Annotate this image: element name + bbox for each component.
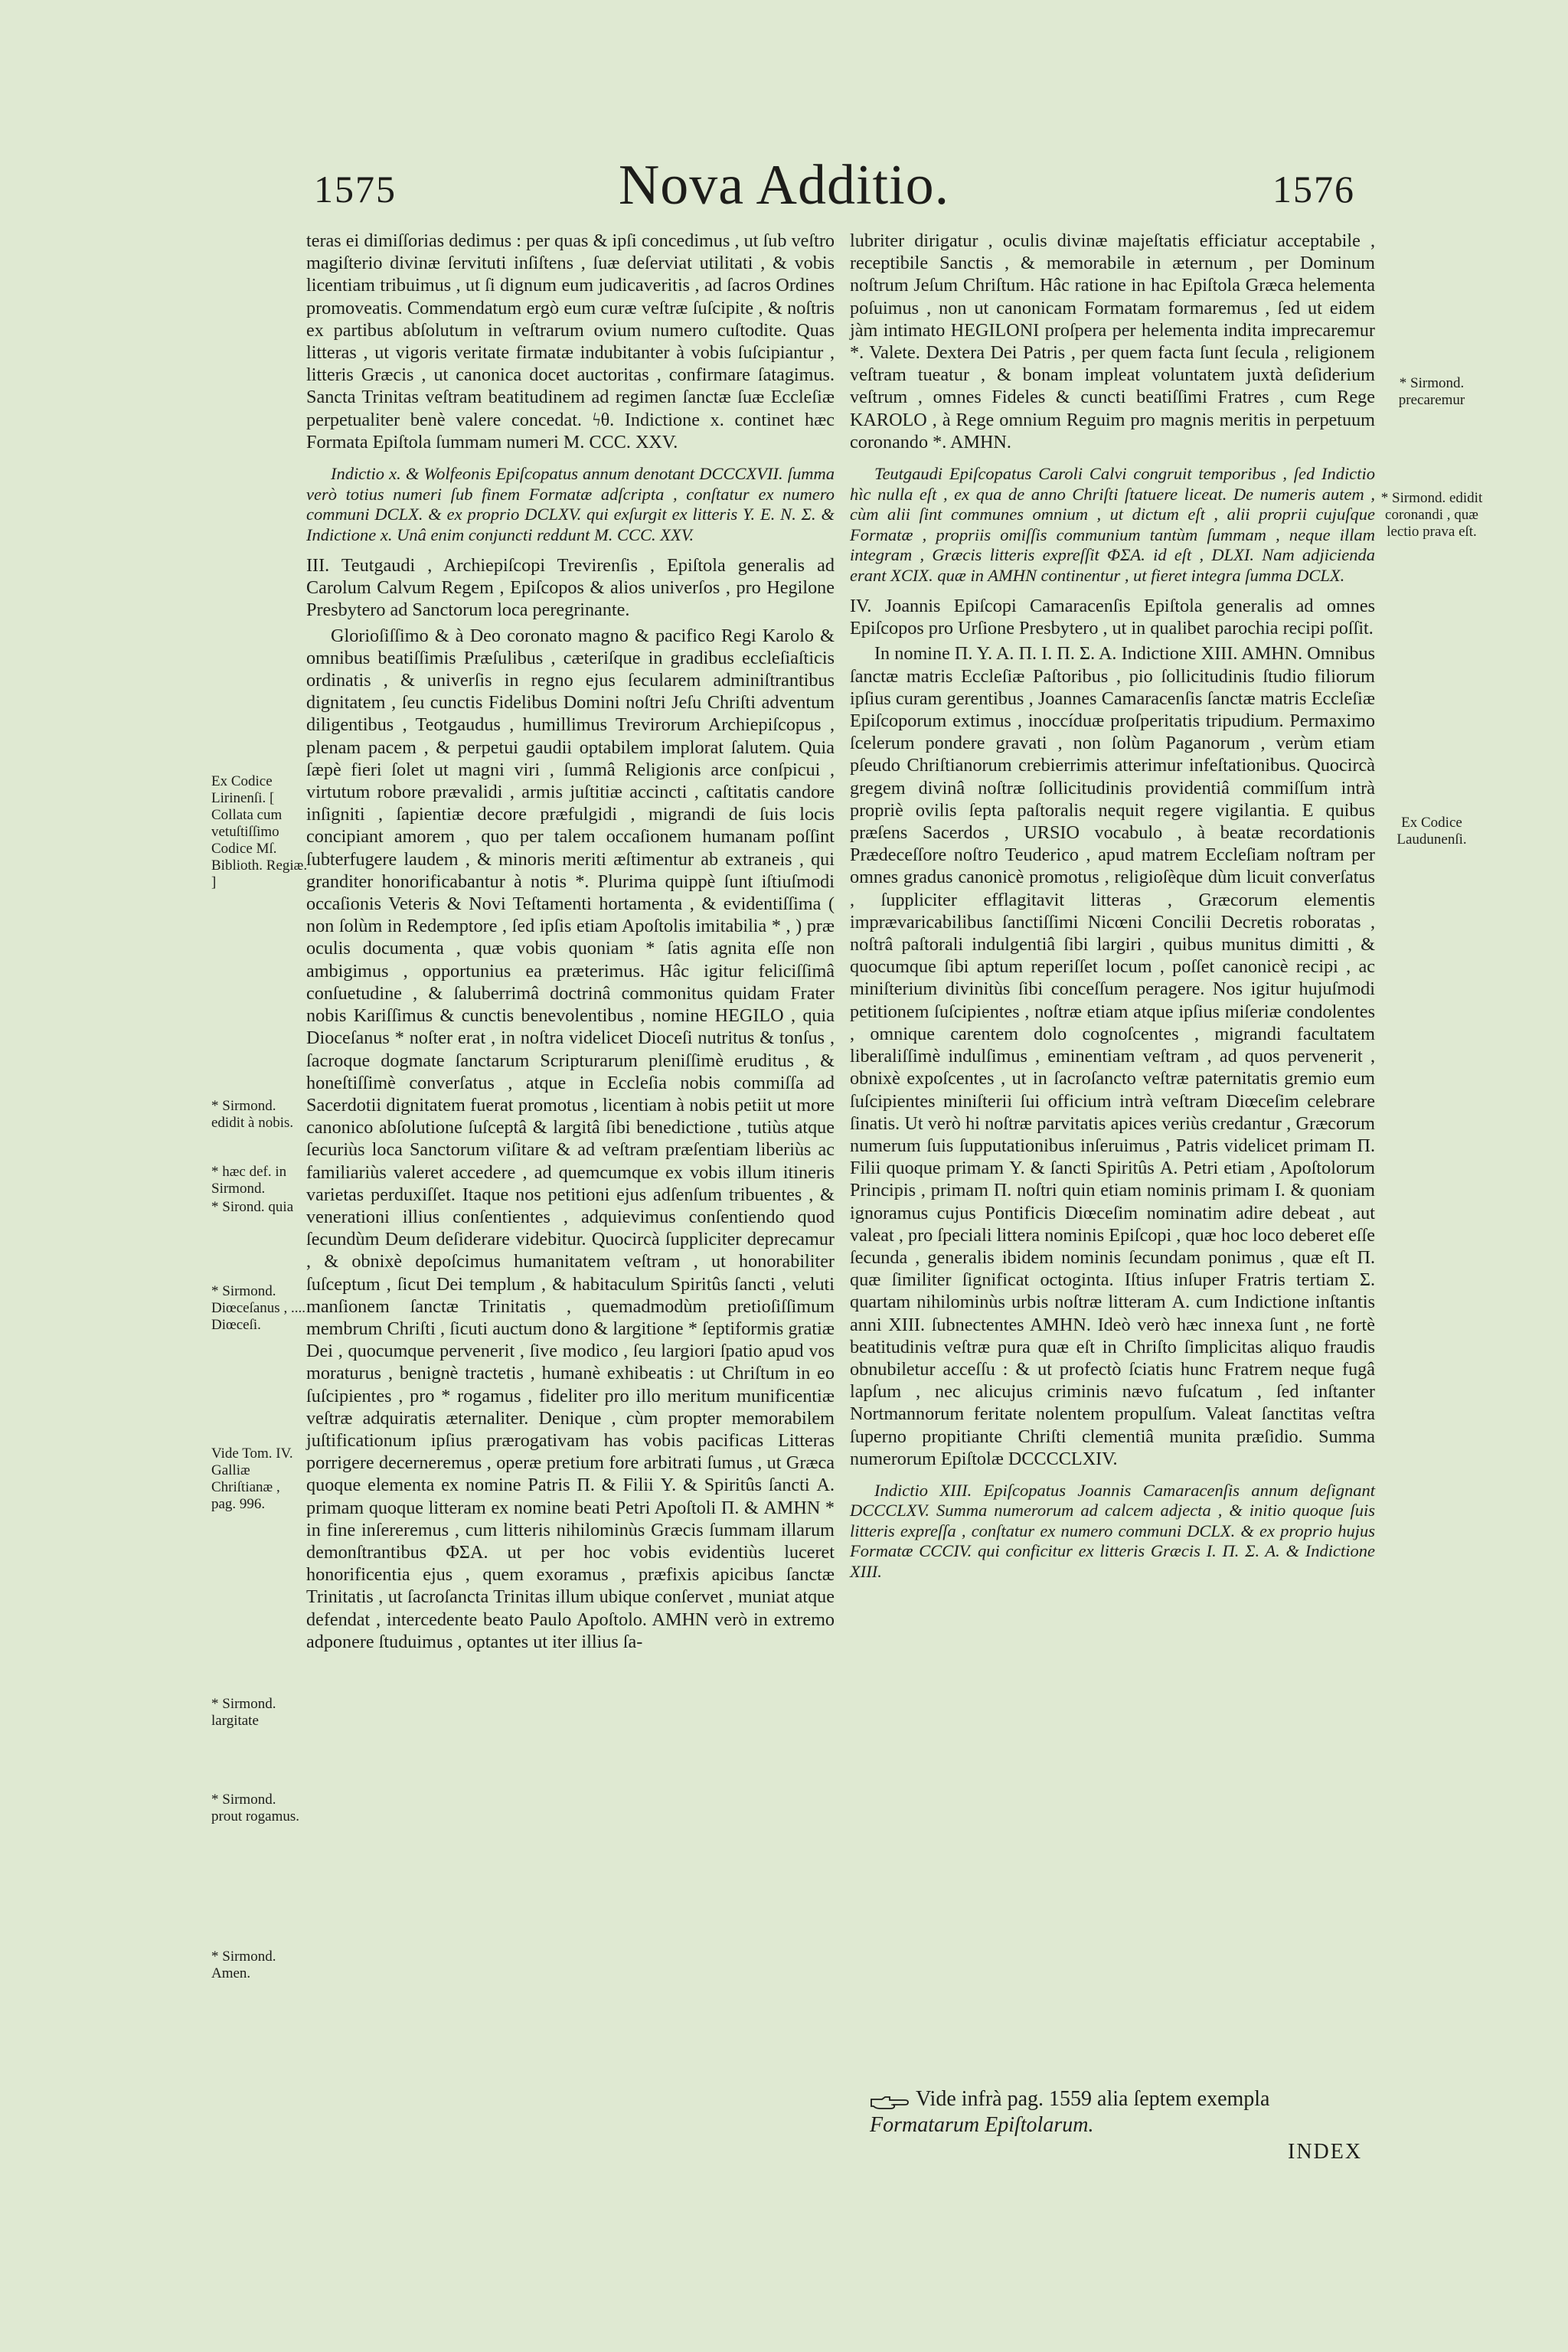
cross-reference-text: Vide infrà pag. 1559 alia ſeptem exempla — [916, 2087, 1270, 2111]
margin-note-sirmond-2: * hæc def. in Sirmond. — [211, 1164, 287, 1197]
margin-note-right-source: Ex Codice Laudunenſi. — [1396, 815, 1467, 848]
letter-heading-iv: IV. Joannis Epiſcopi Camaracenſis Epiſtola generalis ad omnes Epiſcopos pro Urſione Presbytero , ut in qualibet parochia recipi poſſit. — [850, 596, 1375, 639]
left-paragraph-2: Glorioſiſſimo & à Deo coronato magno & pacifico Regi Karolo & omnibus beatiſſimis Præſulibus , cæteriſque in gradibus eccleſiaſticis ordinatis , & univerſis in regno ejus ſecularem adminiſtrantibus dignitatem , ſeu cunctis Fidelibus Domini noſtri Jeſu Chriſti adventum diligentibus , Teotgaudus , humillimus Trevirorum Archiepiſcopus , plenam pacem , & perpetui gaudii optabilem implorat ſalutem. Quia ſæpè fieri ſolet ut magni viri , ſummâ Religionis arce conſpicui , virtutum robore prævalidi , armis juſtitiæ accincti , caſtitatis candore inſigniti , ſapientiæ decore præfulgidi , migrandi de ſuis locis concipiant amorem , quo per talem occaſionem humanam poſſint ſubterfugere laudem , & minoris meriti æſtimentur ab extraneis , qui granditer honorificabantur à notis *. Plurima quippè ſunt iſtiuſmodi occaſionis Veteris & Novi Teſtamenti hortamenta , & evidentiſſima ( non ſolùm in Redemptore , ſed ipſis etiam Apoſtolis imitabilia * , ) præ oculis documenta , quæ vobis quoniam * ſatis agnita eſſe non ambigimus , opportunius ea præterimus. Hâc igitur feliciſſimâ conſuetudine , & ſaluberrimâ doctrinâ commonitus quidam Frater nobis Kariſſimus & cunctis benevolentibus , nomine HEGILO , quia Dioceſanus * noſter erat , in noſtra videlicet Dioceſi nutritus & tonſus , ſacroque dogmate ſanctarum Scripturarum pleniſſimè eruditus , & honeſtiſſimè converſatus , atque in Eccleſia nobis commiſſa ad Sacerdotii dignitatem fuerat promotus , licentiam à nobis petiit ut more canonico abſolutione ſuſceptâ & largitâ ſibi benedictione , tutiùs atque ſecuriùs loca Sanctorum viſitare & ad veſtram præſentiam liberiùs ac familiariùs valeret accedere , ad quemcumque ex vobis illum itineris varietas perduxiſſet. Itaque nos petitioni ejus adſenſum tribuentes , & venerationi illius conſentientes , adquievimus conſentiendo quod ſecundùm Deum deſiderare videbitur. Quocircà ſuppliciter deprecamur , & obnixè depoſcimus humanitatem veſtram , ut honorabiliter ſuſceptum , ſicut Dei templum , & habitaculum Spiritûs ſancti , veluti manſionem ſanctæ Trinitatis , quemadmodùm pretioſiſſimum membrum Chriſti , ſicuti auctum dono & largitione * ſeptiformis gratiæ Dei , quocumque pervenerit , ſive modico , ſeu largiori ſpatio apud vos moraturus , benignè tractetis , humanè exhibeatis : ut Chriſtum in eo ſuſcipientes , pro * rogamus , fideliter pro illo meritum munificentiæ veſtræ adquiratis æternaliter. Denique , cùm propter memorabilem juſtificationum ipſius prærogativam has vobis pacificas Litteras porrigere decerneremus , operæ pretium fore arbitrati ſumus , ut Græca quoque elementa ex nomine Patris Π. & Filii Υ. & Spiritûs ſancti Α. primam quoque litteram ex nomine beati Petri Apoſtoli Π. & AMHN * in fine inſereremus , cum litteris nihilominùs Græcis ſummam illarum demonſtrantibus ΦΣΑ. ut per hoc vobis evidentiùs luceret honorificentia ejus , quem exoramus , præfixis apicibus ſanctæ Trinitatis , ut ſacroſancta Trinitas illum ubique conſervet , muniat atque defendat , intercedente beato Paulo Apoſtolo. AMHN verò in extremo adponere ſtuduimus , optantes ut iter illius ſa- — [306, 625, 835, 1652]
right-paragraph-1: lubriter dirigatur , oculis divinæ majeſtatis efficiatur acceptabile , receptibile Sanctis , & memorabile in æternum , per Dominum noſtrum Jeſum Chriſtum. Hâc ratione in hac Epiſtola Græca helementa poſuimus , non ut canonicam Formatam formaremus , ſed ut eidem jàm intimato HEGILONI proſpera per helementa indita imprecaremur *. Valete. Dextera Dei Patris , per quem facta ſunt ſecula , religionem veſtram tueatur , & bonam impleat voluntatem juxtà deſiderium veſtrum , omnes Fideles & cuncti beatiſſimi Fratres , cum Rege KAROLO , à Rege omnium Reguim pro magnis meritis in perpetuum coronando *. AMHN. — [850, 230, 1375, 452]
left-column — [306, 230, 835, 1656]
margin-note-sirmond-1: * Sirmond. edidit à nobis. — [211, 1098, 294, 1131]
cross-reference — [870, 2086, 1375, 2138]
margin-note-right-sirmond-1: * Sirmond. precaremur — [1398, 375, 1465, 408]
margin-note-gallia: Vide Tom. IV. Galliæ Chriſtianæ , pag. 996. — [211, 1446, 293, 1512]
left-editorial-note: Indictio x. & Wolfeonis Epiſcopatus annum denotant DCCCXVII. ſumma verò totius numeri ſub finem Formatæ adſcripta , conſtatur ex numero communi DCLX. & ex proprio DCLXV. qui exſurgit ex litteris Υ. Ε. Ν. Σ. & Indictione x. Unâ enim conjuncti reddunt M. CCC. XXV. — [306, 464, 835, 544]
margin-note-sirmond-3: * Sirond. quia — [211, 1199, 294, 1215]
margin-note-right-sirmond-2: * Sirmond. edidit coronandi , quæ lectio prava eſt. — [1380, 490, 1483, 540]
right-paragraph-2: In nomine Π. Υ. Α. Π. Ι. Π. Σ. Α. Indictione XIII. AMHN. Omnibus ſanctæ matris Eccleſiæ Paſtoribus , pio ſollicitudinis ſtudio filiorum ipſius curam gerentibus , Joannes Camaracenſis ſanctæ matris Eccleſiæ Epiſcoporum extimus , inoccíduæ proſperitatis tripudium. Permaximo ſcelerum pondere gravati , non ſolùm Paganorum , verùm etiam pſeudo Chriſtianorum crebierrimis atterimur infeſtationibus. Quocircà gregem divinâ noſtræ ſollicitudinis providentiâ commiſſum intrà propriè ovilis ſepta paſtoralis nequit regere vigilantia. E quibus præſens Sacerdos , URSIO vocabulo , à beatæ recordationis Prædeceſſore noſtro Teuderico , apud matrem Eccleſiam noſtram per omnes gradus canonicè promotus , religioſèque dùm licuit converſatus , ſuppliciter efflagitavit litteras , Græcorum elementis imprævaricabilibus ſanctiſſimi Nicœni Concilii Decretis roboratas , noſtrâ paſtorali indulgentiâ ſibi largiri , quibus munitus dimitti , & quocumque ſibi aptum reperiſſet locum , poſſet canonicè recipi , ac miniſterium divinitùs ſibi conceſſum peragere. Nos igitur hujuſmodi petitionem ſuſcipientes , noſtræ etiam atque ipſius miſeriæ condolentes , omnique carentem dolo cognoſcentes , migrandi facultatem liberaliſſimè indulſimus , eminentiam veſtram , ad quos pervenerit , obnixè expoſcentes , ut in ſacroſancto veſtræ paternitatis gremio eum ſuſcipientes miniſterii ſui officium intrà veſtram Diœceſim celebrare ſinatis. Ut verò hi noſtræ parvitatis apices veriùs credantur , Græcorum numerum ſuis ſupputationibus inſeruimus , Patris videlicet primam Π. Filii quoque primam Υ. & ſancti Spiritûs Α. Petri etiam , Apoſtolorum Principis , primam Π. noſtri quin etiam nominis primam Ι. & quoniam ignoramus cujus Pontificis Diœceſim nominatim adire debeat , aut valeat , pro ſpeciali littera nominis Epiſcopi , quæ hoc loco deberet eſſe ſecunda , generalis ibidem nominis ſecundam ponimus , quæ eſt Π. quæ ſimiliter ſignificat octoginta. Iſtius inſuper Fratris tertiam Σ. quartam nihilominùs urbis noſtræ litteram Α. cum Indictione inſtantis anni XIII. ſubnectentes AMHN. Ideò verò hæc innexa ſunt , ne fortè beatitudinis veſtræ pura quæ eſt in Chriſto ſimplicitas aliquo fraudis obnubiletur acceſſu : & ut profectò ſciatis hunc Fratrem neque fugâ lapſum , nec alicujus criminis nævo fuſcatum , ſed inſtanter Nortmannorum feritate nolentem propulſum. Valeat ſanctitas veſtra ſuperno propitiante Chriſti clementiâ munita præſidio. Summa numerorum Epiſtolæ DCCCCLXIV. — [850, 643, 1375, 1469]
left-paragraph-1: teras ei dimiſſorias dedimus : per quas & ipſi concedimus , ut ſub veſtro magiſterio divinæ ſervituti inſiſtens , ſuæ deſerviat utilitati , & vobis licentiam tribuimus , ut ſi dignum eum judicaveritis , ad ſacros Ordines promoveatis. Commendatum ergò eum curæ veſtræ ſuſcipite , & noſtris ex partibus abſolutum in veſtrarum ovium numero cuſtodite. Quas litteras , ut vigoris veritate firmatæ indubitanter à vobis ſuſcipiantur , litteris Græcis , ut canonica docet auctoritas , confirmare ſatagimus. Sancta Trinitas veſtram beatitudinem ad regimen ſanctæ ſuæ Eccleſiæ perpetualiter benè valere concedat. ϟθ. Indictione x. continet hæc Formata Epiſtola ſummam numeri M. CCC. XXV. — [306, 230, 835, 452]
page-title: Nova Additio. — [618, 154, 950, 217]
right-editorial-note-1: Teutgaudi Epiſcopatus Caroli Calvi congruit temporibus , ſed Indictio hìc nulla eſt , ex qua de anno Chriſti ſtatuere liceat. De numeris autem , cùm alii ſint communes omnium , ut dictum eſt , alii proprii cujuſque Formatæ , propriis omiſſis communium tantùm ſummam , neque illam integram , Græcis litteris expreſſit ΦΣΑ. id eſt , DLXI. Nam adjicienda erant XCIX. quæ in AMHN continentur , ut fieret integra ſumma DCLX. — [850, 464, 1375, 585]
margin-note-sirmond-4: * Sirmond. Diœceſanus , .... Diœceſi. — [211, 1283, 305, 1333]
left-page-number: 1575 — [314, 168, 397, 211]
margin-note-sirmond-5: * Sirmond. largitate — [211, 1696, 276, 1729]
margin-note-sirmond-6: * Sirmond. prout rogamus. — [211, 1792, 300, 1824]
catchword: INDEX — [1288, 2140, 1363, 2164]
margin-note-source: Ex Codice Lirinenſi. [ Collata cum vetuſtiſſimo Codice Mſ. Biblioth. Regiæ. ] — [211, 773, 308, 890]
right-column — [850, 230, 1375, 1591]
right-editorial-note-2: Indictio XIII. Epiſcopatus Joannis Camaracenſis annum deſignant DCCCLXV. Summa numerorum ad calcem adjecta , & initio quoque ſuis litteris expreſſa , conſtatur ex numero communi DCLX. & ex proprio hujus Formatæ CCCIV. qui conficitur ex litteris Græcis Ι. Π. Σ. Α. & Indictione XIII. — [850, 1480, 1375, 1581]
margin-note-sirmond-7: * Sirmond. Amen. — [211, 1949, 276, 1981]
cross-reference-title: Formatarum Epiſtolarum. — [870, 2113, 1094, 2137]
letter-heading-iii: III. Teutgaudi , Archiepiſcopi Trevirenſis , Epiſtola generalis ad Carolum Calvum Regem , Epiſcopos & alios univerſos , pro Hegilone Presbytero ad Sanctorum loca peregrinante. — [306, 555, 835, 621]
pointing-hand-icon — [870, 2092, 910, 2109]
right-page-number: 1576 — [1272, 168, 1355, 211]
